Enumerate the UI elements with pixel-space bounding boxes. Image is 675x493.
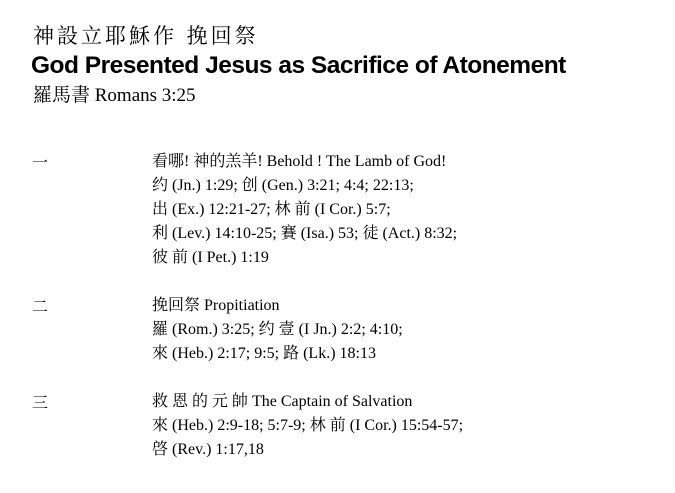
section-number: 三 [32,393,49,412]
section-heading: 看哪! 神的羔羊! Behold ! The Lamb of God! [152,153,447,170]
section-body [152,294,662,366]
section-heading: 挽回祭 Propitiation [152,297,280,314]
section-body [152,150,662,270]
reference-line: 來 (Heb.) 2:9-18; 5:7-9; 林 前 (I Cor.) 15:54-57; [152,417,464,434]
title-english: God Presented Jesus as Sacrifice of Atonement [31,52,566,79]
section-number: 二 [32,297,49,316]
reference-line: 啓 (Rev.) 1:17,18 [152,441,264,458]
reference-line: 來 (Heb.) 2:17; 9:5; 路 (Lk.) 18:13 [152,345,376,362]
reference-line: 利 (Lev.) 14:10-25; 賽 (Isa.) 53; 徒 (Act.) 8:32; [152,225,458,242]
reference-line: 出 (Ex.) 12:21-27; 林 前 (I Cor.) 5:7; [152,201,391,218]
scripture-reference: 羅馬書 Romans 3:25 [33,85,196,106]
section-number: 一 [32,153,49,172]
section-body [152,390,662,462]
title-chinese: 神設立耶穌作 挽回祭 [33,24,259,48]
reference-line: 彼 前 (I Pet.) 1:19 [152,249,269,266]
section-heading: 救 恩 的 元 帥 The Captain of Salvation [152,393,413,410]
reference-line: 约 (Jn.) 1:29; 创 (Gen.) 3:21; 4:4; 22:13; [152,177,414,194]
reference-line: 羅 (Rom.) 3:25; 约 壹 (I Jn.) 2:2; 4:10; [152,321,403,338]
